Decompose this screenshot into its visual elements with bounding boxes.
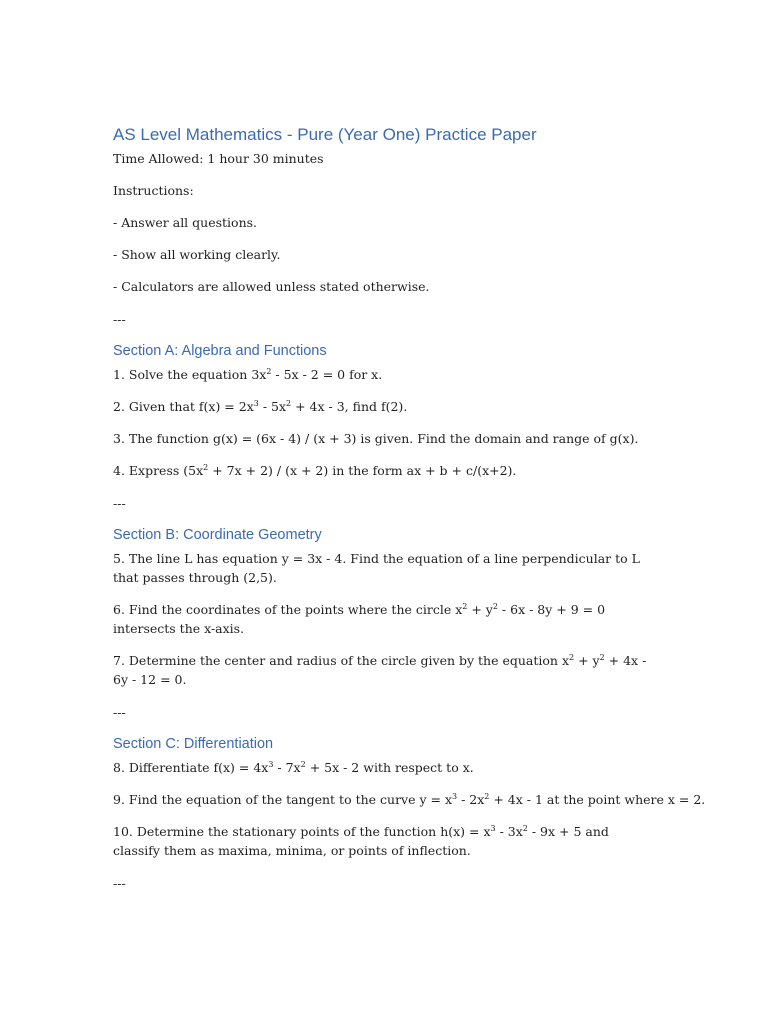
instruction-item: - Answer all questions. (113, 215, 258, 230)
question-3: 3. The function g(x) = (6x - 4) / (x + 3) is given. Find the domain and range of g(x). (113, 431, 639, 446)
instructions-heading: Instructions: (113, 183, 194, 198)
instruction-item: - Calculators are allowed unless stated otherwise. (113, 279, 430, 294)
question-10: 10. Determine the stationary points of the function $h(x) = x^3 - 3x^2 - 9x + 5$ and classify them as maxima, minima, or points of inflection. (113, 824, 609, 858)
section-separator: --- (113, 312, 126, 327)
question-8: 8. Differentiate $f(x) = 4x^3 - 7x^2 + 5x - 2$ with respect to x. (113, 760, 474, 775)
section-separator: --- (113, 876, 126, 891)
section-heading-a: Section A: Algebra and Functions (113, 343, 327, 359)
time-allowed: Time Allowed: 1 hour 30 minutes (113, 151, 324, 166)
section-separator: --- (113, 705, 126, 720)
section-heading-c: Section C: Differentiation (113, 736, 274, 752)
question-4: 4. Express $(5x^2 + 7x + 2) / (x + 2)$ in the form ax + b + c/(x+2). (113, 463, 517, 478)
section-heading-b: Section B: Coordinate Geometry (113, 527, 322, 543)
question-2: 2. Given that $f(x) = 2x^3 - 5x^2 + 4x - 3$, find f(2). (113, 399, 408, 414)
question-5: 5. The line L has equation y = 3x - 4. Find the equation of a line perpendicular to L that passes through (2,5). (113, 551, 640, 585)
section-separator: --- (113, 496, 126, 511)
question-9: 9. Find the equation of the tangent to the curve $y = x^3 - 2x^2 + 4x - 1$ at the point where x = 2. (113, 792, 706, 807)
page-title: AS Level Mathematics - Pure (Year One) Practice Paper (113, 125, 537, 144)
question-1: 1. Solve the equation $3x^2 - 5x - 2 = 0$ for x. (113, 367, 383, 382)
question-7: 7. Determine the center and radius of the circle given by the equation $x^2 + y^2 + 4x - 6y - 12 = 0$. (113, 653, 647, 687)
question-6: 6. Find the coordinates of the points where the circle $x^2 + y^2 - 6x - 8y + 9 = 0$ intersects the x-axis. (113, 602, 606, 636)
instruction-item: - Show all working clearly. (113, 247, 281, 262)
